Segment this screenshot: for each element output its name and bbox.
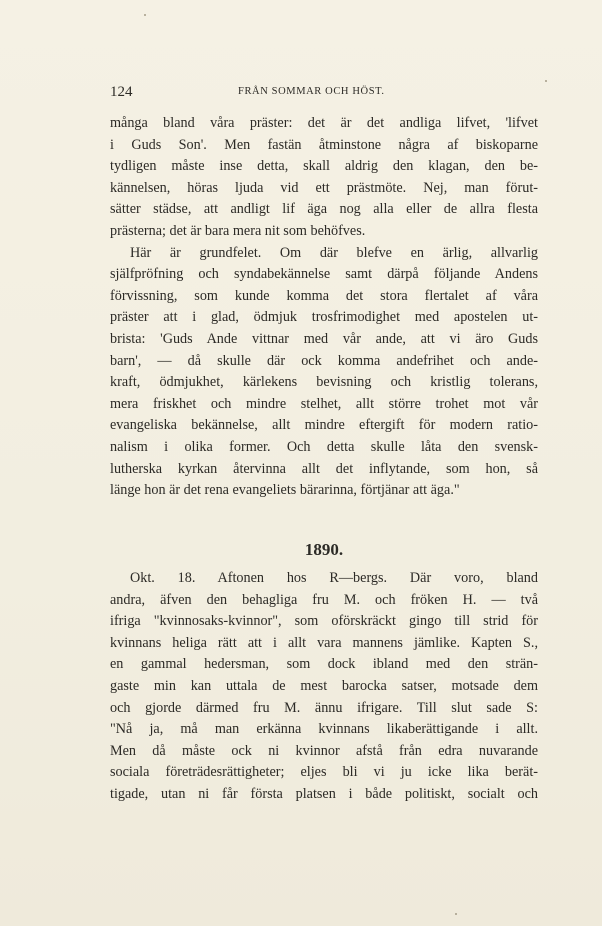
paper-speck (144, 14, 146, 16)
text-line: präster att i glad, ödmjuk trosfrimodighet med apostelen ut- (110, 309, 538, 326)
text-line: kvinnans heliga rätt att i allt vara mannens jämlike. Kapten S., (110, 634, 538, 651)
text-line: sätter städse, att andligt lif äga nog alla eller de allra flesta (110, 201, 538, 218)
text-line: många bland våra präster: det är det andliga lifvet, 'lifvet (110, 115, 538, 131)
text-line: förvissning, som kunde komma det stora flertalet af våra (110, 287, 538, 304)
text-line: och gjorde därmed fru M. ännu ifrigare. Till slut sade S: (110, 699, 538, 716)
text-line: ifriga "kvinnosaks-kvinnor", som oförskräckt gingo till strid för (110, 613, 538, 630)
text-line: evangeliska bekännelse, allt mindre eftergift för modern ratio- (110, 417, 538, 434)
text-line: i Guds Son'. Men fastän åtminstone några af biskoparne (110, 136, 538, 153)
text-line: Här är grundfelet. Om där blefve en ärlig, allvarlig (130, 244, 538, 261)
text-block-bottom (110, 568, 538, 806)
text-line: länge hon är det rena evangeliets bärarinna, förtjänar att äga." (110, 482, 460, 499)
text-line: andra, äfven den behagliga fru M. och fröken H. — två (110, 591, 538, 608)
text-line: barn', — då skulle där ock komma andefrihet och ande- (110, 352, 538, 369)
text-line: Okt. 18. Aftonen hos R—bergs. Där voro, bland (130, 570, 538, 586)
text-line: en gammal hedersman, som dock ibland med den strän- (110, 656, 538, 673)
paragraph-okt (110, 568, 538, 806)
text-line: kännelsen, höras ljuda vid ett prästmöte. Nej, man förut- (110, 179, 538, 196)
text-line: själfpröfning och syndabekännelse samt därpå följande Andens (110, 266, 538, 283)
text-line: gaste min kan uttala de mest barocka satser, motsade dem (110, 677, 538, 694)
text-line: mera friskhet och mindre stelhet, allt större trohet mot vår (110, 395, 538, 412)
text-line: kraft, ödmjukhet, kärlekens bevisning och kristlig tolerans, (110, 374, 538, 391)
paper-speck (545, 80, 547, 82)
paragraph-continued (110, 113, 538, 243)
paragraph-grundfelet (110, 243, 538, 502)
year-heading: 1890. (304, 540, 344, 559)
running-title: FRÅN SOMMAR OCH HÖST. (238, 86, 385, 97)
text-line: nalism i olika former. Och detta skulle låta den svensk- (110, 438, 538, 455)
text-line: prästerna; det är bara mera nit som behöfves. (110, 222, 366, 239)
running-head (110, 84, 538, 100)
text-line: tydligen måste inse detta, skall aldrig den klagan, den be- (110, 158, 538, 175)
paper-speck (455, 913, 457, 915)
text-line: lutherska kyrkan återvinna allt det inflytande, som hon, så (110, 460, 538, 477)
page-number: 124 (110, 84, 133, 100)
text-line: tigade, utan ni får första platsen i både politiskt, socialt och (110, 785, 538, 802)
text-line: "Nå ja, må man erkänna kvinnans likaberättigande i allt. (110, 721, 538, 738)
text-line: sociala företrädesrättigheter; eljes bli vi ju icke lika berät- (110, 764, 538, 781)
text-line: brista: 'Guds Ande vittnar med vår ande, att vi äro Guds (110, 330, 538, 347)
text-line: Men då måste ock ni kvinnor afstå från edra nuvarande (110, 742, 538, 759)
text-block-top (110, 113, 538, 502)
